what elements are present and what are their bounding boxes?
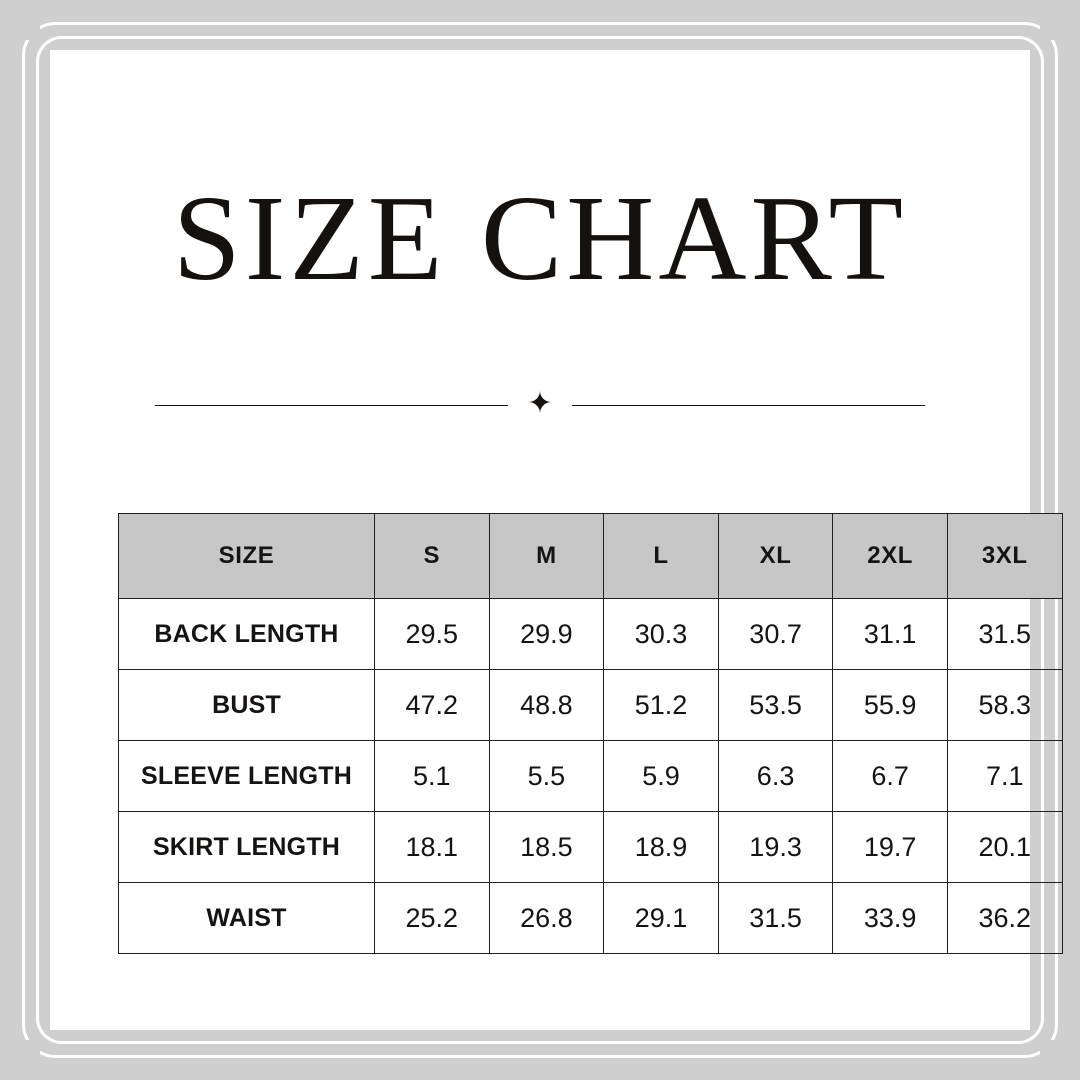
cell-skirt-length-m: 18.5 (489, 812, 604, 883)
cell-back-length-l: 30.3 (604, 599, 719, 670)
cell-skirt-length-xl: 19.3 (718, 812, 833, 883)
table-header (119, 514, 1063, 599)
cell-bust-m: 48.8 (489, 670, 604, 741)
cell-bust-l: 51.2 (604, 670, 719, 741)
cell-sleeve-length-l: 5.9 (604, 741, 719, 812)
cell-skirt-length-l: 18.9 (604, 812, 719, 883)
corner-notch-bottom-left (14, 1040, 40, 1066)
cell-back-length-xl: 30.7 (718, 599, 833, 670)
cell-waist-m: 26.8 (489, 883, 604, 954)
cell-bust-s: 47.2 (375, 670, 490, 741)
row-label-bust: BUST (119, 670, 375, 741)
cell-sleeve-length-s: 5.1 (375, 741, 490, 812)
column-header-m: M (489, 514, 604, 599)
cell-waist-s: 25.2 (375, 883, 490, 954)
cell-skirt-length-2xl: 19.7 (833, 812, 948, 883)
cell-skirt-length-s: 18.1 (375, 812, 490, 883)
content-card (50, 50, 1030, 1030)
row-label-skirt-length: SKIRT LENGTH (119, 812, 375, 883)
cell-sleeve-length-m: 5.5 (489, 741, 604, 812)
cell-waist-3xl: 36.2 (947, 883, 1062, 954)
column-header-size: SIZE (119, 514, 375, 599)
divider-line-left (155, 405, 508, 406)
table-row (119, 741, 1063, 812)
corner-notch-top-right (1040, 14, 1066, 40)
table-row (119, 812, 1063, 883)
cell-bust-3xl: 58.3 (947, 670, 1062, 741)
row-label-sleeve-length: SLEEVE LENGTH (119, 741, 375, 812)
cell-bust-xl: 53.5 (718, 670, 833, 741)
column-header-3xl: 3XL (947, 514, 1062, 599)
row-label-back-length: BACK LENGTH (119, 599, 375, 670)
cell-sleeve-length-3xl: 7.1 (947, 741, 1062, 812)
corner-notch-bottom-right (1040, 1040, 1066, 1066)
cell-sleeve-length-2xl: 6.7 (833, 741, 948, 812)
table-row (119, 599, 1063, 670)
cell-waist-l: 29.1 (604, 883, 719, 954)
column-header-l: L (604, 514, 719, 599)
cell-sleeve-length-xl: 6.3 (718, 741, 833, 812)
table-body (119, 599, 1063, 954)
cell-waist-xl: 31.5 (718, 883, 833, 954)
row-label-waist: WAIST (119, 883, 375, 954)
page-title: SIZE CHART (172, 171, 908, 306)
cell-back-length-3xl: 31.5 (947, 599, 1062, 670)
table-row (119, 670, 1063, 741)
cell-back-length-2xl: 31.1 (833, 599, 948, 670)
size-chart-table (118, 513, 1063, 954)
table-row (119, 883, 1063, 954)
column-header-2xl: 2XL (833, 514, 948, 599)
cell-back-length-m: 29.9 (489, 599, 604, 670)
column-header-s: S (375, 514, 490, 599)
cell-back-length-s: 29.5 (375, 599, 490, 670)
column-header-xl: XL (718, 514, 833, 599)
decorative-divider (155, 386, 925, 421)
divider-line-right (572, 405, 925, 406)
cell-skirt-length-3xl: 20.1 (947, 812, 1062, 883)
cell-bust-2xl: 55.9 (833, 670, 948, 741)
cell-waist-2xl: 33.9 (833, 883, 948, 954)
table-header-row (119, 514, 1063, 599)
sparkle-icon: ✦ (527, 386, 553, 421)
corner-notch-top-left (14, 14, 40, 40)
